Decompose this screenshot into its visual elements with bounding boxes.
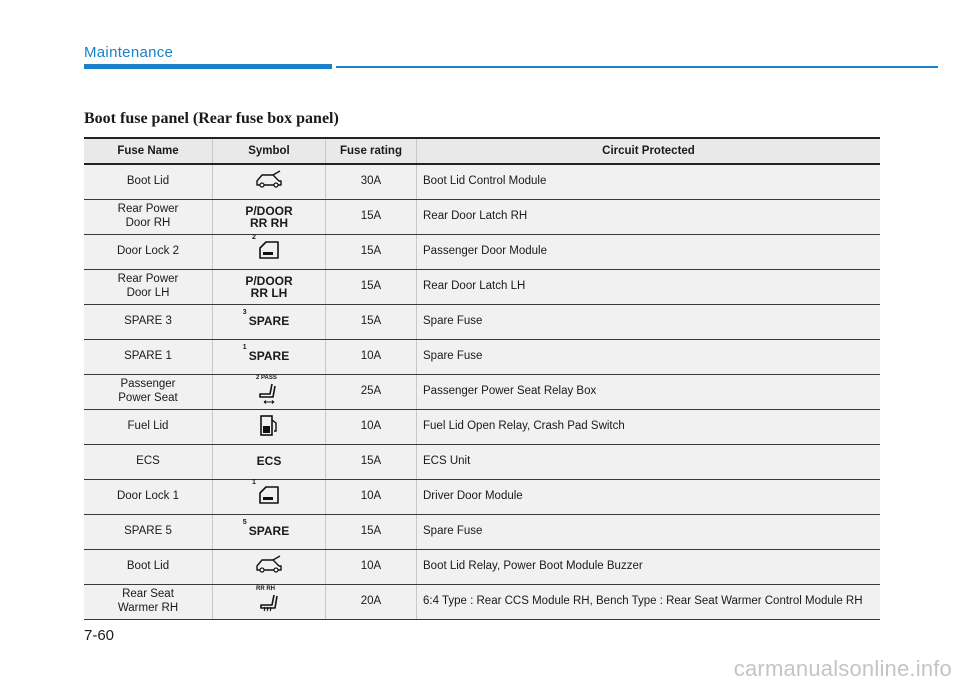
fuse-name-cell <box>84 445 213 480</box>
fuse-rating-cell: 25A <box>326 375 417 410</box>
fuse-symbol <box>252 478 280 510</box>
fuse-rating-cell: 30A <box>326 164 417 200</box>
fuse-symbol <box>258 413 280 442</box>
header-rule-thick <box>84 64 332 69</box>
fuse-name-cell <box>84 480 213 515</box>
door-lock-icon <box>258 485 280 505</box>
fuse-symbol <box>242 309 290 329</box>
circuit-protected-cell: Boot Lid Control Module <box>417 164 881 200</box>
section-label: Maintenance <box>84 44 174 61</box>
symbol-superscript: 2 <box>252 233 256 241</box>
symbol-text: P/DOOR <box>245 274 293 288</box>
fuse-rating-cell: 10A <box>326 480 417 515</box>
symbol-cell <box>213 200 326 235</box>
fuse-symbol <box>242 519 290 539</box>
symbol-text: SPARE <box>248 349 290 364</box>
power-seat-icon <box>256 382 282 404</box>
circuit-protected-cell: Passenger Power Seat Relay Box <box>417 375 881 410</box>
fuse-rating-cell: 10A <box>326 340 417 375</box>
circuit-protected-cell: Spare Fuse <box>417 305 881 340</box>
table-row <box>84 340 880 375</box>
fuse-table <box>84 137 880 620</box>
circuit-protected-cell: Fuel Lid Open Relay, Crash Pad Switch <box>417 410 881 445</box>
fuse-symbol <box>252 233 280 265</box>
fuse-rating-cell: 15A <box>326 235 417 270</box>
boot-lid-icon <box>254 170 284 190</box>
fuse-symbol <box>242 344 290 364</box>
fuse-name-cell <box>84 235 213 270</box>
fuse-rating-cell: 15A <box>326 270 417 305</box>
page-heading: Boot fuse panel (Rear fuse box panel) <box>84 110 339 127</box>
symbol-cell <box>213 445 326 480</box>
symbol-cell <box>213 235 326 270</box>
fuse-name-text: Rear Seat <box>122 588 174 601</box>
col-header-circuit-protected: Circuit Protected <box>417 138 881 164</box>
table-row <box>84 480 880 515</box>
table-row <box>84 410 880 445</box>
symbol-cell <box>213 340 326 375</box>
fuse-name-cell <box>84 515 213 550</box>
fuse-name-text: Rear Power <box>117 273 179 286</box>
symbol-cell <box>213 410 326 445</box>
fuse-name-cell <box>84 585 213 620</box>
fuse-name-cell <box>84 200 213 235</box>
table-row <box>84 550 880 585</box>
table-row <box>84 200 880 235</box>
symbol-superscript: 5 <box>242 519 247 527</box>
symbol-cell <box>213 480 326 515</box>
fuse-name-cell <box>84 164 213 200</box>
fuse-table-body <box>84 164 880 620</box>
seat-warmer-icon <box>256 593 282 613</box>
symbol-cell <box>213 305 326 340</box>
symbol-text: SPARE <box>248 314 290 329</box>
fuse-rating-cell: 10A <box>326 410 417 445</box>
header-rule-thin <box>336 66 938 68</box>
fuse-name-text: Door LH <box>126 287 170 299</box>
fuse-name-text: ECS <box>136 455 160 468</box>
circuit-protected-cell: 6:4 Type : Rear CCS Module RH, Bench Type : Rear Seat Warmer Control Module RH <box>417 585 881 620</box>
symbol-superscript: 1 <box>242 344 247 352</box>
fuse-rating-cell: 15A <box>326 200 417 235</box>
table-row <box>84 235 880 270</box>
fuse-name-text: SPARE 1 <box>124 350 172 363</box>
table-header-row <box>84 138 880 164</box>
fuse-name-text: Power Seat <box>118 392 178 404</box>
circuit-protected-cell: Rear Door Latch RH <box>417 200 881 235</box>
circuit-protected-cell: Driver Door Module <box>417 480 881 515</box>
fuse-name-text: Warmer RH <box>117 602 179 614</box>
fuse-name-text: Fuel Lid <box>127 420 169 433</box>
circuit-protected-cell: Boot Lid Relay, Power Boot Module Buzzer <box>417 550 881 585</box>
symbol-cell <box>213 550 326 585</box>
boot-lid-icon <box>254 555 284 575</box>
fuse-rating-cell: 15A <box>326 445 417 480</box>
symbol-cell <box>213 164 326 200</box>
fuse-rating-cell: 10A <box>326 550 417 585</box>
fuse-symbol <box>256 375 282 409</box>
fuse-name-cell <box>84 410 213 445</box>
symbol-cell <box>213 375 326 410</box>
circuit-protected-cell: Spare Fuse <box>417 515 881 550</box>
symbol-superscript: 1 <box>252 478 256 486</box>
door-lock-icon <box>258 240 280 260</box>
table-row <box>84 305 880 340</box>
fuse-name-text: Rear Power <box>117 203 179 216</box>
fuse-name-text: Boot Lid <box>126 175 170 188</box>
fuse-name-cell <box>84 550 213 585</box>
fuse-symbol <box>256 586 282 618</box>
table-row <box>84 445 880 480</box>
symbol-text: ECS <box>256 454 282 469</box>
symbol-superscript: 3 <box>242 309 247 317</box>
symbol-small-label: 2 PASS <box>256 375 277 382</box>
circuit-protected-cell: ECS Unit <box>417 445 881 480</box>
fuse-symbol <box>245 275 292 299</box>
fuse-name-cell <box>84 305 213 340</box>
fuse-rating-cell: 15A <box>326 305 417 340</box>
fuse-name-cell <box>84 375 213 410</box>
fuse-symbol <box>254 555 284 580</box>
table-row <box>84 375 880 410</box>
table-row <box>84 164 880 200</box>
symbol-text: RR RH <box>250 216 288 230</box>
col-header-fuse-rating: Fuse rating <box>326 138 417 164</box>
symbol-cell <box>213 585 326 620</box>
circuit-protected-cell: Rear Door Latch LH <box>417 270 881 305</box>
fuse-name-text: SPARE 5 <box>124 525 172 538</box>
fuse-name-text: Boot Lid <box>126 560 170 573</box>
table-row <box>84 515 880 550</box>
fuse-name-text: SPARE 3 <box>124 315 172 328</box>
symbol-text: RR LH <box>250 286 288 300</box>
col-header-symbol: Symbol <box>213 138 326 164</box>
fuse-name-text: Door RH <box>125 217 171 229</box>
symbol-cell <box>213 515 326 550</box>
fuse-rating-cell: 15A <box>326 515 417 550</box>
circuit-protected-cell: Passenger Door Module <box>417 235 881 270</box>
table-row <box>84 270 880 305</box>
fuse-name-text: Door Lock 2 <box>116 245 179 258</box>
fuse-name-text: Door Lock 1 <box>116 490 179 503</box>
watermark: carmanualsonline.info <box>733 656 952 681</box>
fuse-symbol <box>245 205 292 229</box>
fuse-symbol <box>254 170 284 195</box>
symbol-text: P/DOOR <box>245 204 293 218</box>
fuse-rating-cell: 20A <box>326 585 417 620</box>
fuse-name-cell <box>84 270 213 305</box>
fuel-pump-icon <box>258 413 280 437</box>
fuse-symbol <box>257 455 282 467</box>
fuse-name-text: Passenger <box>120 378 176 391</box>
symbol-small-label: RR RH <box>256 586 275 593</box>
symbol-cell <box>213 270 326 305</box>
page-number: 7-60 <box>84 627 115 644</box>
col-header-fuse-name: Fuse Name <box>84 138 213 164</box>
symbol-text: SPARE <box>248 524 290 539</box>
fuse-name-cell <box>84 340 213 375</box>
table-row <box>84 585 880 620</box>
circuit-protected-cell: Spare Fuse <box>417 340 881 375</box>
